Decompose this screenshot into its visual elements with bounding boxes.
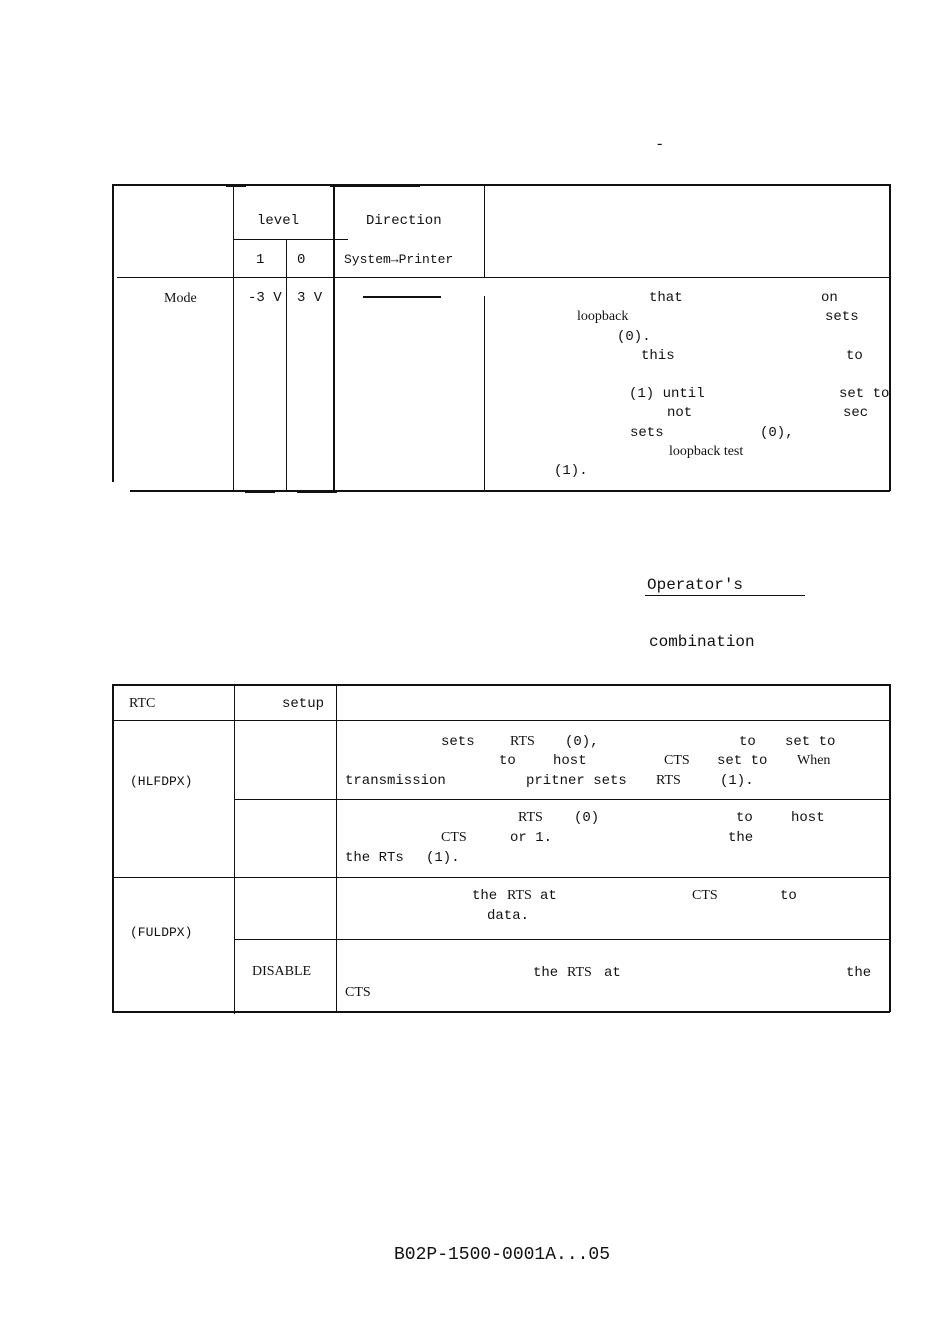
cell-fragment: RTS — [507, 888, 532, 903]
cell-fragment: transmission — [345, 773, 446, 789]
cell-fragment: host — [553, 753, 587, 769]
cell-fragment: RTS — [656, 773, 681, 788]
cell-fragment: CTS — [664, 753, 690, 768]
cell-fragment: (0), — [565, 734, 599, 750]
cell-fragment: CTS — [441, 830, 467, 845]
cell-fragment: (1). — [720, 773, 754, 789]
cell-fragment: set to — [717, 753, 768, 769]
desc-fragment: that — [649, 290, 683, 306]
desc-fragment: (1). — [554, 463, 588, 479]
cell-fragment: to — [736, 810, 753, 826]
cell-fragment: the — [533, 965, 559, 981]
cell-fragment: host — [791, 810, 825, 826]
cell-fragment: the — [472, 888, 498, 904]
cell-fragment: to — [780, 888, 797, 904]
cell-fragment: (0) — [574, 810, 600, 826]
rtc-header: RTC — [129, 696, 156, 711]
voltage-level-0: 3 V — [297, 290, 323, 306]
operators-label: Operator's — [647, 576, 744, 594]
desc-fragment: (1) until — [629, 386, 705, 402]
top-dash: - — [657, 135, 663, 152]
mode-label: Mode — [164, 291, 197, 306]
cell-fragment: When — [797, 753, 831, 768]
cell-fragment: to — [499, 753, 516, 769]
cell-fragment: CTS — [345, 985, 371, 1000]
cell-fragment: CTS — [692, 888, 718, 903]
cell-fragment: RTS — [510, 734, 535, 749]
desc-fragment: set to — [839, 386, 890, 402]
document-number: B02P-1500-0001A...05 — [394, 1245, 611, 1265]
cell-fragment: the RTs — [345, 850, 404, 866]
direction-header: Direction — [366, 213, 442, 229]
level-1-header: 1 — [256, 252, 265, 268]
cell-fragment: pritner sets — [526, 773, 627, 789]
desc-fragment: loopback — [577, 309, 629, 324]
disable-label: DISABLE — [252, 964, 312, 979]
level-header: level — [257, 213, 300, 229]
direction-value: System→Printer — [344, 252, 454, 267]
hlfdpx-label: (HLFDPX) — [130, 774, 193, 789]
cell-fragment: at — [540, 888, 557, 904]
operators-underline — [645, 595, 805, 596]
cell-fragment: sets — [441, 734, 475, 750]
desc-fragment: not — [667, 405, 693, 421]
desc-fragment: loopback test — [669, 444, 744, 459]
desc-fragment: (0), — [760, 425, 794, 441]
cell-fragment: data. — [487, 908, 530, 924]
cell-fragment: or 1. — [510, 830, 553, 846]
cell-fragment: to — [739, 734, 756, 750]
cell-fragment: set to — [785, 734, 836, 750]
level-0-header: 0 — [297, 252, 306, 268]
desc-fragment: sets — [825, 309, 859, 325]
cell-fragment: (1). — [426, 850, 460, 866]
cell-fragment: the — [728, 830, 754, 846]
desc-fragment: sec — [843, 405, 869, 421]
cell-fragment: RTS — [518, 810, 543, 825]
cell-fragment: RTS — [567, 965, 592, 980]
voltage-level-1: -3 V — [248, 290, 282, 306]
desc-fragment: (0). — [617, 329, 651, 345]
fuldpx-label: (FULDPX) — [130, 925, 193, 940]
cell-fragment: the — [846, 965, 872, 981]
combination-label: combination — [649, 633, 755, 651]
cell-fragment: at — [604, 965, 621, 981]
desc-fragment: sets — [630, 425, 664, 441]
setup-header: setup — [282, 696, 325, 712]
desc-fragment: to — [846, 348, 863, 364]
desc-fragment: on — [821, 290, 838, 306]
desc-fragment: this — [641, 348, 675, 364]
